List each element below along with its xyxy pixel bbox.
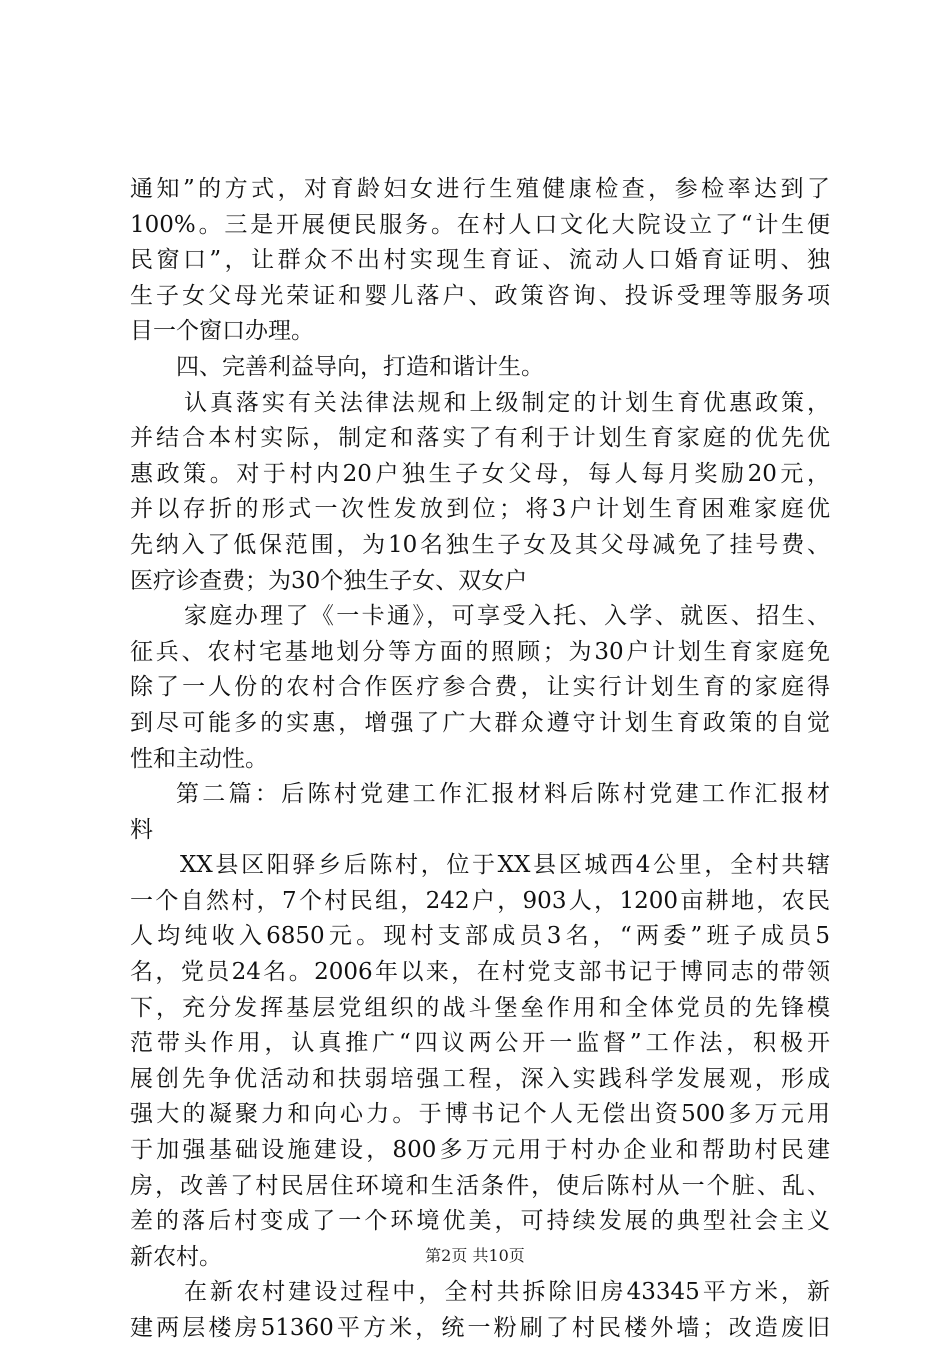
text-line: 房，改善了村民居住环境和生活条件，使后陈村从一个脏、乱、	[130, 1172, 830, 1199]
paragraph-first-line: 在新农村建设过程中，全村共拆除旧房43345平方米，新	[184, 1279, 830, 1306]
text-line: 性和主动性。	[130, 745, 268, 772]
text-line: 通知”的方式，对育龄妇女进行生殖健康检查，参检率达到了	[130, 176, 830, 202]
text-line: 范带头作用，认真推广“四议两公开一监督”工作法，积极开	[130, 1030, 830, 1057]
text-line: 新农村。	[130, 1243, 222, 1270]
text-line: 于加强基础设施建设，800多万元用于村办企业和帮助村民建	[130, 1137, 830, 1164]
text-line: 名，党员24名。2006年以来，在村党支部书记于博同志的带领	[130, 959, 830, 986]
text-line: 生子女父母光荣证和婴儿落户、政策咨询、投诉受理等服务项	[130, 282, 830, 309]
text-line: 目一个窗口办理。	[130, 318, 314, 345]
text-line: 一个自然村，7个村民组，242户，903人，1200亩耕地，农民	[130, 887, 830, 914]
text-line: 民窗口”，让群众不出村实现生育证、流动人口婚育证明、独	[130, 247, 830, 274]
text-line: 征兵、农村宅基地划分等方面的照顾；为30户计划生育家庭免	[130, 638, 830, 665]
text-line: 医疗诊查费；为30个独生子女、双女户	[130, 567, 528, 594]
text-line: 强大的凝聚力和向心力。于博书记个人无偿出资500多万元用	[130, 1101, 830, 1128]
text-line: 差的落后村变成了一个环境优美，可持续发展的典型社会主义	[130, 1208, 830, 1235]
paragraph-first-line: 认真落实有关法律法规和上级制定的计划生育优惠政策，	[184, 389, 830, 416]
text-line: 除了一人份的农村合作医疗参合费，让实行计划生育的家庭得	[130, 674, 830, 701]
text-line: 下，充分发挥基层党组织的战斗堡垒作用和全体党员的先锋模	[130, 994, 830, 1021]
text-line: 到尽可能多的实惠，增强了广大群众遵守计划生育政策的自觉	[130, 709, 830, 736]
page-number: 第2页 共10页	[425, 1246, 525, 1265]
text-line: 人均纯收入6850元。现村支部成员3名，“两委”班子成员5	[130, 923, 830, 950]
text-line: 并以存折的形式一次性发放到位；将3户计划生育困难家庭优	[130, 496, 830, 523]
text-line: 并结合本村实际，制定和落实了有利于计划生育家庭的优先优	[130, 425, 830, 452]
text-line: 100%。三是开展便民服务。在村人口文化大院设立了“计生便	[130, 211, 830, 238]
page-footer	[0, 1243, 950, 1266]
chapter-heading: 第二篇：后陈村党建工作汇报材料后陈村党建工作汇报材	[176, 781, 830, 808]
chapter-heading-continuation: 料	[130, 816, 153, 843]
paragraph-first-line: XX县区阳驿乡后陈村，位于XX县区城西4公里，全村共辖	[180, 852, 830, 879]
text-line: 建两层楼房51360平方米，统一粉刷了村民楼外墙；改造废旧	[130, 1315, 830, 1341]
text-line: 先纳入了低保范围，为10名独生子女及其父母减免了挂号费、	[130, 531, 830, 558]
section-heading: 四、完善利益导向，打造和谐计生。	[176, 353, 544, 380]
paragraph-first-line: 家庭办理了《一卡通》，可享受入托、入学、就医、招生、	[184, 603, 830, 630]
text-line: 展创先争优活动和扶弱培强工程，深入实践科学发展观，形成	[130, 1065, 830, 1092]
text-line: 惠政策。对于村内20户独生子女父母，每人每月奖励20元，	[130, 460, 830, 487]
document-body	[130, 172, 830, 1347]
